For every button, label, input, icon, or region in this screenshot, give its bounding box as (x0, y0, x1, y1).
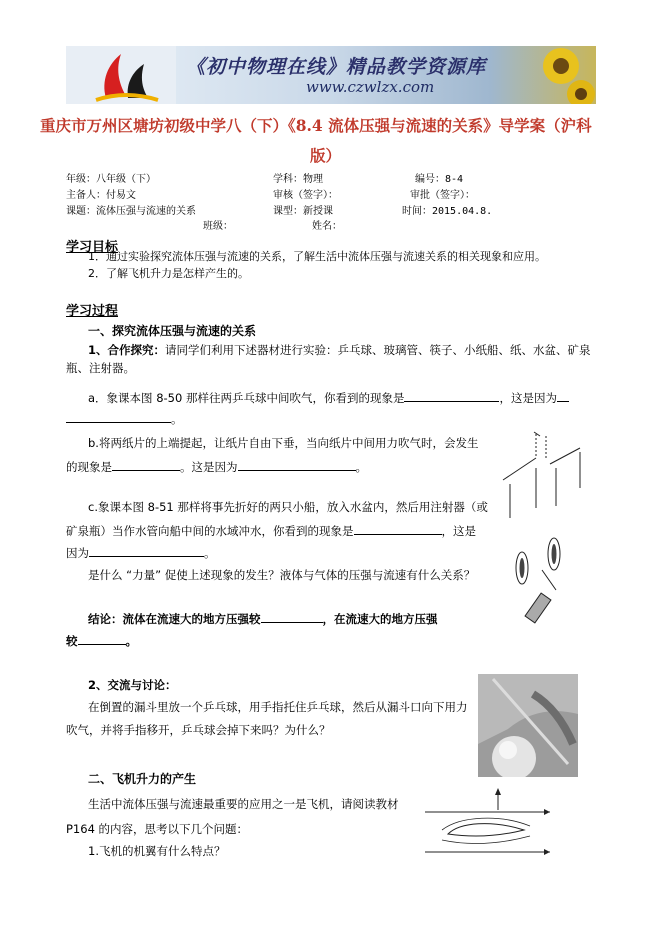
blank-a2[interactable] (557, 389, 569, 402)
paper-sheets-figure (500, 428, 600, 520)
item-c-because: 因为 (66, 546, 89, 560)
item-a-line-1 (88, 389, 569, 406)
meta-number: 编号：8-4 (415, 174, 464, 185)
process-heading: 学习过程 (66, 304, 119, 319)
goals-heading: 学习目标 (66, 240, 119, 255)
banner-url: www.czwlzx.com (306, 78, 435, 96)
meta-time: 时间：2015.04.8. (402, 206, 493, 217)
discuss-line-2: 吹气，并将手指移开，乒乓球会掉下来吗？为什么？ (66, 723, 331, 737)
meta-topic: 课题：流体压强与流速的关系 (66, 206, 196, 217)
item-b-text: 的现象是 (66, 460, 112, 474)
meta-grade: 年级：八年级（下） (66, 174, 156, 185)
discuss-line-1: 在倒置的漏斗里放一个乒乓球，用手指托住乒乓球，然后从漏斗口向下用力 (88, 700, 468, 714)
item-c-line-3 (66, 544, 216, 561)
meta-author: 主备人：付易文 (66, 190, 136, 201)
item-c-line-1: c.象课本图 8-51 那样将事先折好的两只小船，放入水盆内，然后用注射器（或 (88, 500, 488, 514)
section1-heading: 一、探究流体压强与流速的关系 (88, 324, 257, 338)
conclusion-text: 结论：流体在流速大的地方压强较 (88, 612, 261, 626)
doc-title-line2: 版） (310, 146, 342, 165)
blank-conclusion-2[interactable] (78, 632, 126, 645)
airfoil-figure (420, 786, 558, 866)
meta-approve: 审批（签字）： (410, 190, 475, 201)
plane-line-2: P164 的内容，思考以下几个问题： (66, 822, 249, 836)
section2-heading: 二、飞机升力的产生 (88, 772, 197, 786)
item-b-line-2 (66, 458, 367, 475)
meta-name: 姓名： (312, 221, 342, 232)
coop-label: 1、合作探究： (88, 343, 166, 357)
discuss-label: 2、交流与讨论： (88, 678, 177, 692)
blank-b1[interactable] (112, 458, 180, 471)
item-a-line-2 (66, 410, 183, 427)
blank-c1[interactable] (354, 522, 442, 535)
conclusion-mid: ，在流速大的地方压强 (322, 612, 438, 626)
meta-subject: 学科：物理 (273, 174, 323, 185)
header-banner (66, 46, 596, 104)
meta-lesson-type: 课型：新授课 (273, 206, 333, 217)
question-text: 是什么 “力量” 促使上述现象的发生？液体与气体的压强与流速有什么关系？ (88, 568, 476, 582)
goal-item-1: 1．通过实验探究流体压强与流速的关系，了解生活中流体压强与流速关系的相关现象和应用。 (88, 250, 546, 263)
item-b-mid: 。这是因为 (180, 460, 238, 474)
conclusion-tail: 较 (66, 634, 78, 648)
blank-a3[interactable] (66, 410, 171, 423)
coop-line-1 (88, 342, 591, 358)
blank-c2[interactable] (89, 544, 204, 557)
blank-conclusion-1[interactable] (261, 610, 323, 623)
funnel-ball-photo (478, 674, 578, 777)
coop-text: 请同学们利用下述器材进行实验：乒乓球、玻璃管、筷子、小纸船、纸、水盆、矿泉 (165, 343, 591, 357)
boats-syringe-figure (510, 532, 590, 632)
blank-b2[interactable] (238, 458, 356, 471)
item-a-mid: ，这是因为 (499, 391, 557, 405)
plane-question-1: 1.飞机的机翼有什么特点？ (88, 844, 226, 858)
meta-class: 班级： (203, 221, 233, 232)
item-b-end: 。 (355, 460, 367, 474)
item-b-line-1: b.将两纸片的上端提起，让纸片自由下垂，当向纸片中间用力吹气时，会发生 (88, 436, 479, 450)
item-a-text: a．象课本图 8-50 那样往两乒乓球中间吹气，你看到的现象是 (88, 391, 405, 405)
meta-review: 审核（签字）： (273, 190, 338, 201)
item-c-line-2 (66, 522, 476, 539)
conclusion-line-1 (88, 610, 438, 627)
item-a-end: 。 (171, 412, 183, 426)
coop-text-2: 瓶、注射器。 (66, 361, 135, 375)
item-c-mid: ，这是 (441, 524, 476, 538)
goal-item-2: 2．了解飞机升力是怎样产生的。 (88, 267, 249, 280)
item-c-text: 矿泉瓶）当作水管向船中间的水域冲水，你看到的现象是 (66, 524, 354, 538)
banner-title: 《初中物理在线》精品教学资源库 (186, 56, 487, 78)
conclusion-end: 。 (125, 634, 137, 648)
doc-title-line1: 重庆市万州区塘坊初级中学八（下）《8.4 流体压强与流速的关系》导学案（沪科 (40, 116, 592, 135)
item-c-end: 。 (204, 546, 216, 560)
blank-a1[interactable] (404, 389, 499, 402)
plane-line-1: 生活中流体压强与流速最重要的应用之一是飞机，请阅读教材 (88, 797, 399, 811)
conclusion-line-2 (66, 632, 137, 649)
